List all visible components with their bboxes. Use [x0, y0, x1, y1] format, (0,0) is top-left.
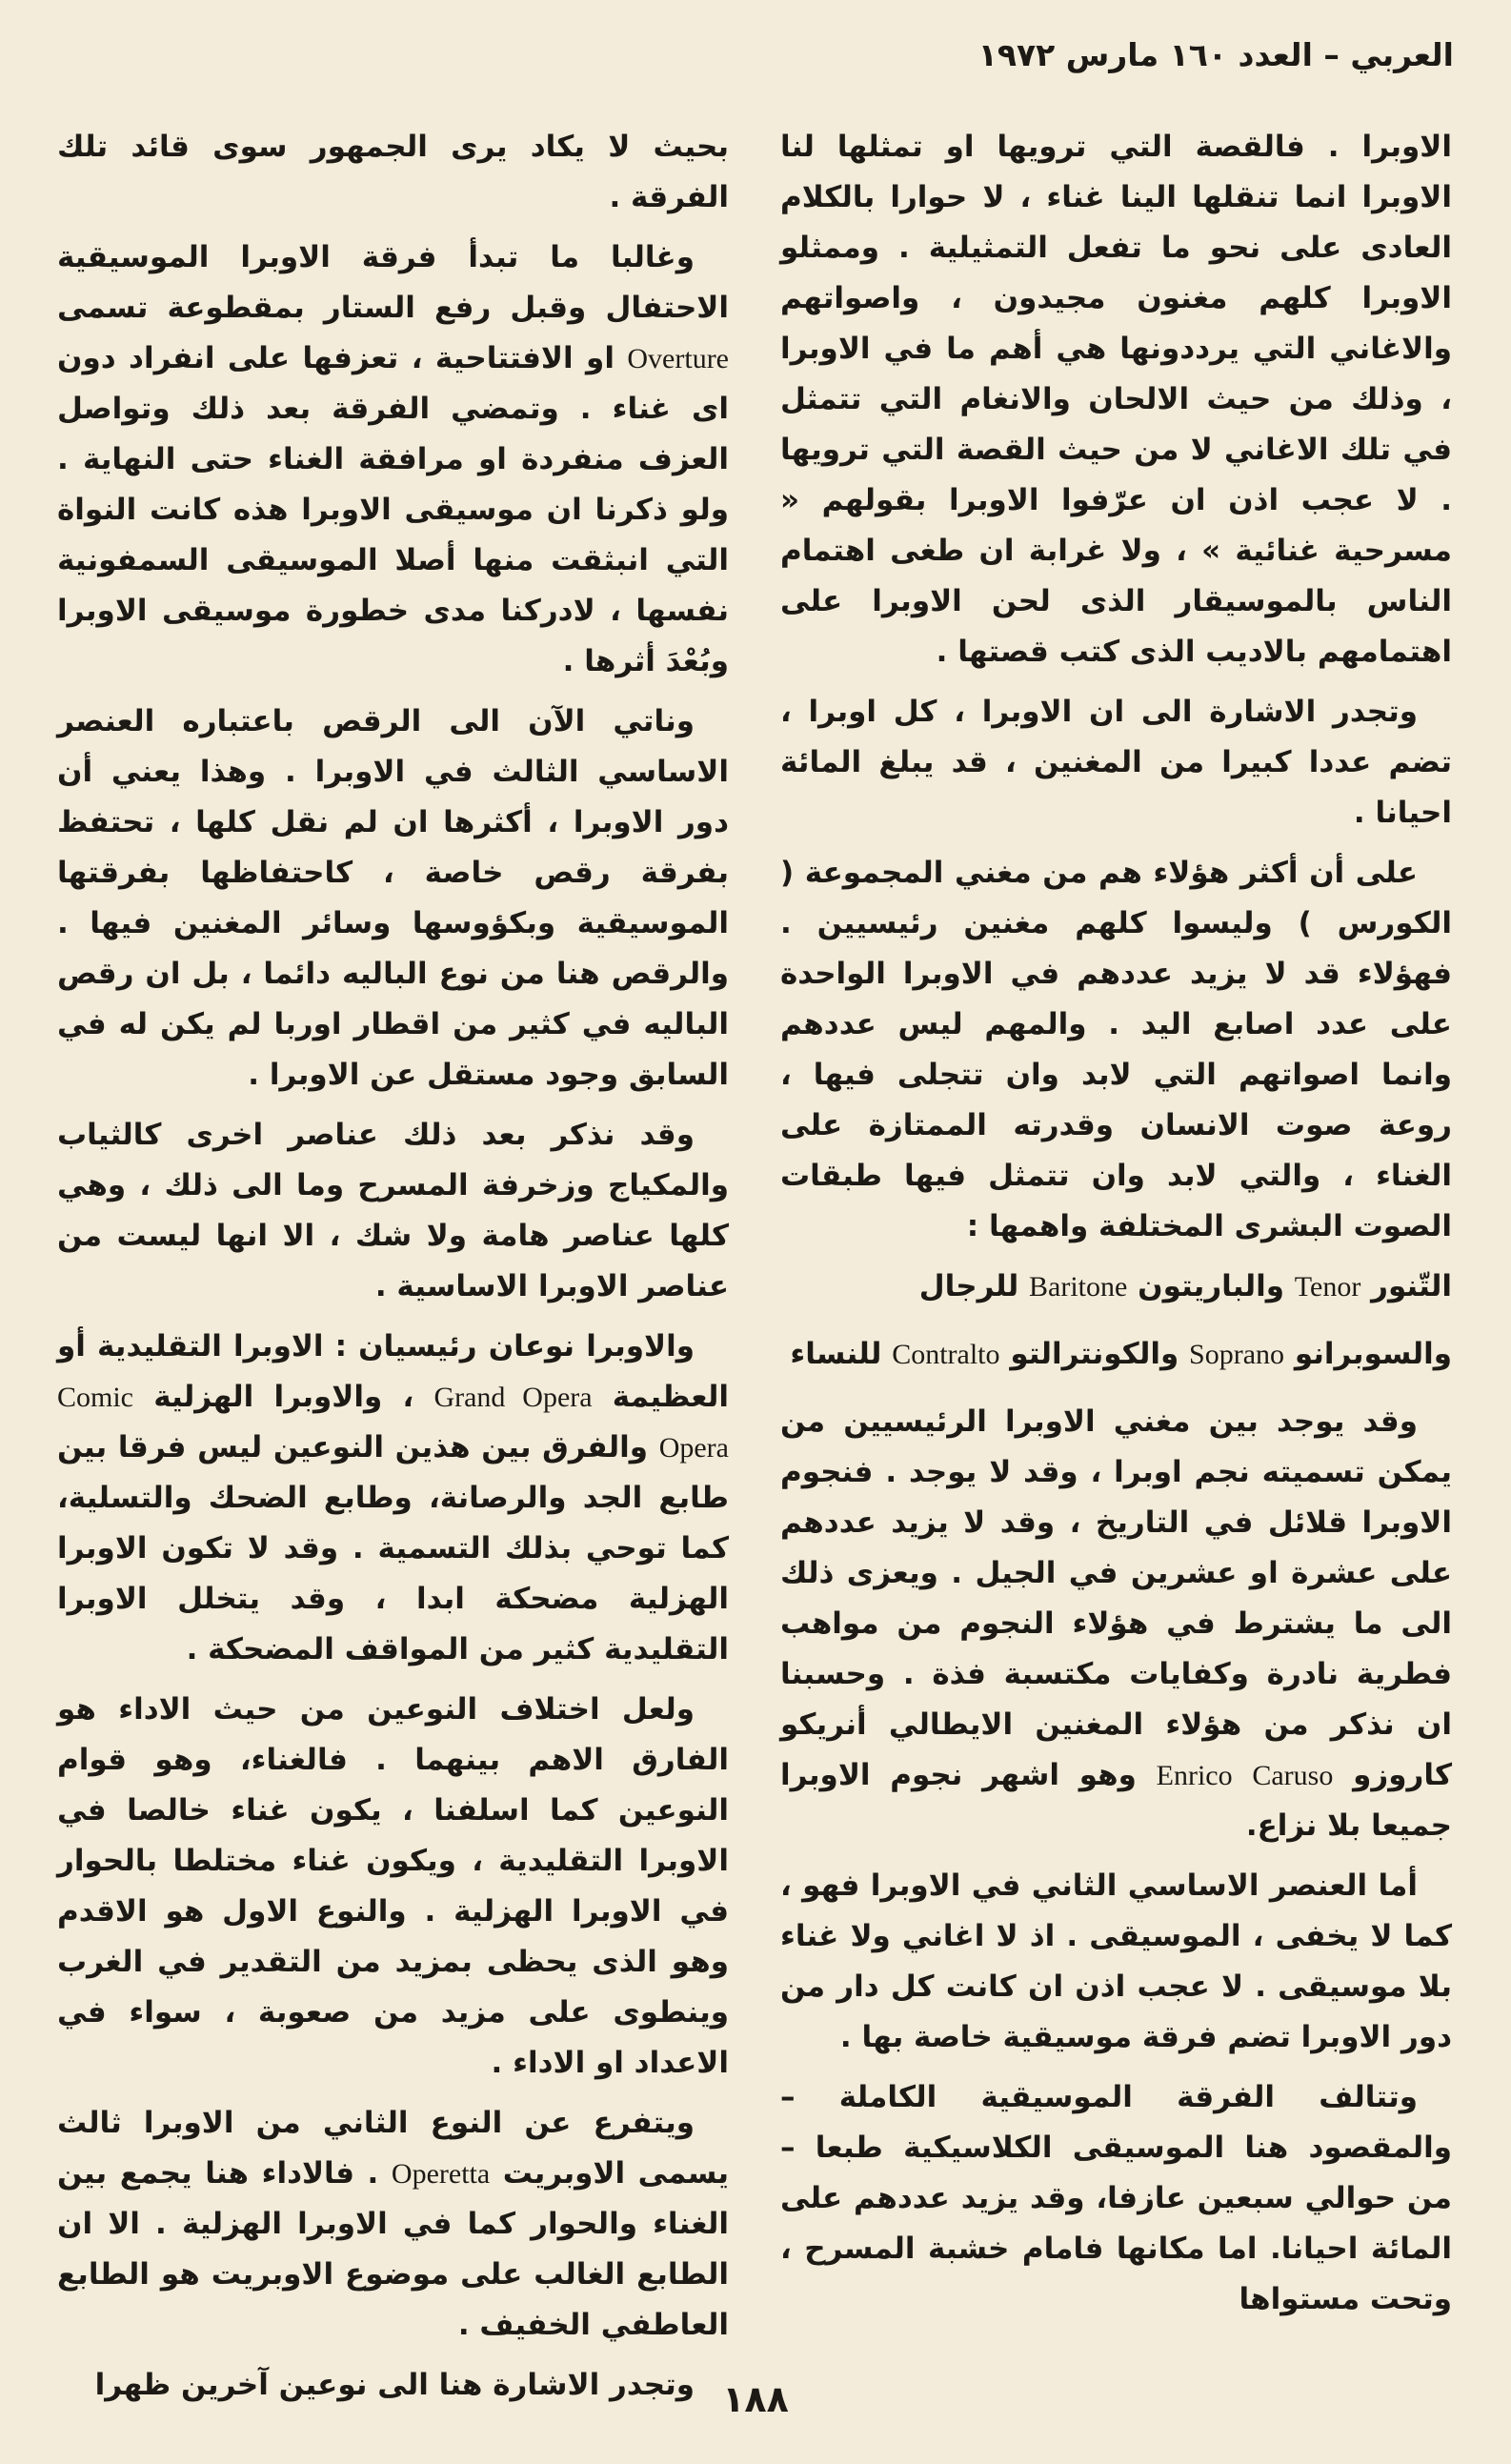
voice-latin: Tenor	[1294, 1271, 1361, 1303]
paragraph-text: والاوبرا نوعان رئيسيان : الاوبرا التقليدية أو العظيمة	[57, 1329, 729, 1414]
running-header: العربي – العدد ١٦٠ مارس ١٩٧٢	[977, 36, 1454, 73]
latin-name: Enrico	[1156, 1760, 1233, 1791]
voice-latin: Baritone	[1029, 1271, 1128, 1303]
paragraph: وتجدر الاشارة الى ان الاوبرا ، كل اوبرا ، تضم عددا كبيرا من المغنين ، قد يبلغ المائة احيانا .	[780, 695, 1452, 830]
paragraph-text: وقد يوجد بين مغني الاوبرا الرئيسيين من يمكن تسميته نجم اوبرا ، وقد لا يوجد . فنجوم الاوبرا قلائل في التاريخ ، وقد لا يزيد عددهم على عشرة او عشرين في الجيل . ويعزى ذلك الى ما يشترط في هؤلاء النجوم من مواهب فطرية نادرة وكفايات مكتسبة فذة . وحسبنا ان نذكر من هؤلاء المغنين الايطالي أنريكو كاروزو	[780, 1404, 1452, 1792]
paragraph-text: ويتفرع عن النوع الثاني من الاوبرا ثالث يسمى الاوبريت	[57, 2106, 729, 2191]
paragraph	[57, 2098, 729, 2351]
voice-types-female	[780, 1329, 1452, 1380]
paragraph-text: ، والاوبرا الهزلية	[153, 1380, 414, 1414]
paragraph	[57, 232, 729, 687]
latin-term: Operetta	[391, 2158, 491, 2190]
paragraph: وتجدر الاشارة هنا الى نوعين آخرين ظهرا	[94, 2368, 695, 2402]
paragraph: وقد نذكر بعد ذلك عناصر اخرى كالثياب والمكياج وزخرفة المسرح وما الى ذلك ، وهي كلها عناصر هامة ولا شك ، الا انها ليست من عناصر الاوبرا الاساسية .	[57, 1118, 729, 1303]
paragraph	[780, 1397, 1452, 1851]
paragraph-text: او الافتتاحية ، تعزفها على انفراد دون اى غناء . وتمضي الفرقة بعد ذلك وتواصل العزف منفردة او مرافقة الغناء حتى النهاية . ولو ذكرنا ان موسيقى الاوبرا هذه كانت النواة التي انبثقت منها أصلا الموسيقى السمفونية نفسها ، لادركنا مدى خطورة موسيقى الاوبرا وبُعْدَ أثرها .	[57, 341, 729, 678]
paragraph: أما العنصر الاساسي الثاني في الاوبرا فهو ، كما لا يخفى ، الموسيقى . اذ لا اغاني ولا غناء بلا موسيقى . لا عجب اذن ان كانت كل دار من دور الاوبرا تضم فرقة موسيقية خاصة بها .	[780, 1868, 1452, 2054]
paragraph-text: . فالاداء هنا يجمع بين الغناء والحوار كما في الاوبرا الهزلية . الا ان الطابع الغالب على موضوع الاوبريت هو الطابع العاطفي الخفيف .	[57, 2156, 729, 2342]
voice-word: والسوبرانو	[1294, 1337, 1452, 1371]
voice-types-male	[780, 1262, 1452, 1312]
right-column	[780, 122, 1452, 2316]
latin-name: Caruso	[1252, 1760, 1334, 1791]
voice-word: للرجال	[918, 1269, 1019, 1303]
voice-word: التّنور	[1371, 1269, 1452, 1303]
voice-word: والكونترالتو	[1010, 1337, 1179, 1371]
paragraph: وناتي الآن الى الرقص باعتباره العنصر الاساسي الثالث في الاوبرا . وهذا يعني أن دور الاوبرا ، أكثرها ان لم نقل كلها ، تحتفظ بفرقة رقص خاصة ، كاحتفاظها بفرقتها الموسيقية وبكؤوسها وسائر المغنين فيها . والرقص هنا من نوع الباليه دائما ، بل ان رقص الباليه في كثير من اقطار اوربا لم يكن له في السابق وجود مستقل عن الاوبرا .	[57, 704, 729, 1092]
paragraph: بحيث لا يكاد يرى الجمهور سوى قائد تلك الفرقة .	[57, 130, 729, 214]
paragraph: على أن أكثر هؤلاء هم من مغني المجموعة ( الكورس ) وليسوا كلهم مغنين رئيسيين . فهؤلاء قد لا يزيد عددهم في الاوبرا الواحدة على عدد اصابع اليد . والمهم ليس عددهم وانما اصواتهم التي لابد وان تتجلى فيها ، روعة صوت الانسان وقدرته الممتازة على الغناء ، والتي لابد وان تتمثل فيها طبقات الصوت البشرى المختلفة واهمها :	[780, 856, 1452, 1243]
voice-word: والباريتون	[1138, 1269, 1284, 1303]
latin-term: Comic Opera	[57, 1382, 729, 1464]
paragraph-text: وهو اشهر نجوم الاوبرا جميعا بلا نزاع.	[780, 1758, 1452, 1843]
left-column	[57, 122, 730, 2402]
voice-latin: Soprano	[1189, 1339, 1285, 1370]
voice-latin: Contralto	[892, 1339, 1000, 1370]
paragraph: ولعل اختلاف النوعين من حيث الاداء هو الفارق الاهم بينهما . فالغناء، وهو قوام النوعين كما اسلفنا ، يكون غناء خالصا في الاوبرا التقليدية ، ويكون غناء مختلطا بالحوار في الاوبرا الهزلية . والنوع الاول هو الاقدم وهو الذى يحظى بمزيد من التقدير في الغرب وينطوى على مزيد من صعوبة ، سواء في الاعداد او الاداء .	[57, 1692, 729, 2080]
paragraph-text: وغالبا ما تبدأ فرقة الاوبرا الموسيقية الاحتفال وقبل رفع الستار بمقطوعة تسمى	[57, 240, 729, 325]
latin-term: Overture	[627, 343, 730, 374]
paragraph	[57, 1322, 729, 1675]
paragraph-text: والفرق بين هذين النوعين ليس فرقا بين طابع الجد والرصانة، وطابع الضحك والتسلية، كما توحي بذلك التسمية . وقد لا تكون الاوبرا الهزلية مضحكة ابدا ، وقد يتخلل الاوبرا التقليدية كثير من المواقف المضحكة .	[57, 1430, 729, 1666]
paragraph: وتتالف الفرقة الموسيقية الكاملة – والمقصود هنا الموسيقى الكلاسيكية طبعا – من حوالي سبعين عازفا، وقد يزيد عددهم على المائة احيانا. اما مكانها فامام خشبة المسرح ، وتحت مستواها	[780, 2080, 1452, 2316]
paragraph: الاوبرا . فالقصة التي ترويها او تمثلها لنا الاوبرا انما تنقلها الينا غناء ، لا حوارا بالكلام العادى على نحو ما تفعل التمثيلية . وممثلو الاوبرا كلهم مغنون مجيدون ، واصواتهم والاغاني التي يرددونها هي أهم ما في الاوبرا ، وذلك من حيث الالحان والانغام التي تتمثل في تلك الاغاني لا من حيث القصة التي ترويها . لا عجب اذن ان عرّفوا الاوبرا بقولهم « مسرحية غنائية » ، ولا غرابة ان طغى اهتمام الناس بالموسيقار الذى لحن الاوبرا على اهتمامهم بالاديب الذى كتب قصتها .	[780, 130, 1452, 669]
latin-term: Grand Opera	[433, 1382, 593, 1413]
page-number: ١٨٨	[722, 2378, 789, 2420]
voice-word: للنساء	[790, 1337, 882, 1371]
